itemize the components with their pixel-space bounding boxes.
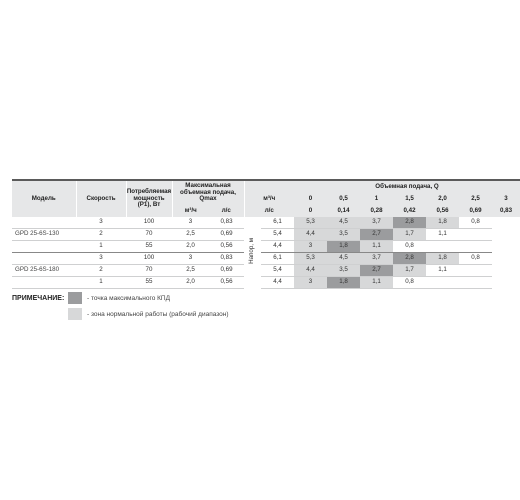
head-value-cell: 0,8 <box>393 277 426 289</box>
head-value-cell: 5,4 <box>261 229 294 241</box>
head-value-cell: 1,1 <box>426 265 459 277</box>
power-cell: 100 <box>126 217 172 229</box>
flow-m3h-cell: 1,5 <box>393 193 426 205</box>
head-value-cell: 6,1 <box>261 217 294 229</box>
head-value-cell: 4,4 <box>294 229 327 241</box>
head-value-cell: 0,8 <box>459 217 492 229</box>
flow-ls-cell: 0,42 <box>393 205 426 217</box>
head-value-cell: 1,1 <box>360 277 393 289</box>
head-value-cell: 3,5 <box>327 229 360 241</box>
qmax-ls-cell: 0,69 <box>209 265 244 277</box>
head-value-cell: 3 <box>294 277 327 289</box>
head-value-cell: 4,4 <box>261 277 294 289</box>
flow-ls-cell: 0,83 <box>492 205 520 217</box>
flow-m3h-cell: 3 <box>492 193 520 205</box>
head-label: Напор, м <box>248 238 256 265</box>
header-speed: Скорость <box>76 180 126 217</box>
table-row <box>12 217 520 229</box>
flow-ls-cell: 0 <box>294 205 327 217</box>
qmax-m3h-cell: 2,5 <box>172 229 209 241</box>
flow-m3h-cell: 2,0 <box>426 193 459 205</box>
table-body <box>12 217 520 289</box>
qmax-ls-cell: 0,83 <box>209 253 244 265</box>
head-value-cell: 4,4 <box>261 241 294 253</box>
pump-spec-table <box>12 179 520 289</box>
head-value-cell: 3,7 <box>360 253 393 265</box>
flow-m3h-cell: 0,5 <box>327 193 360 205</box>
speed-cell: 1 <box>76 277 126 289</box>
power-cell: 70 <box>126 229 172 241</box>
model-cell <box>12 241 76 253</box>
flow-ls-cell: 0,14 <box>327 205 360 217</box>
head-value-cell: 5,4 <box>261 265 294 277</box>
head-value-cell <box>459 229 492 241</box>
speed-cell: 1 <box>76 241 126 253</box>
qmax-ls-cell: 0,83 <box>209 217 244 229</box>
power-cell: 55 <box>126 277 172 289</box>
max-efficiency-label: - точка максимального КПД <box>87 295 170 302</box>
model-cell <box>12 277 76 289</box>
head-value-cell: 1,8 <box>327 277 360 289</box>
normal-zone-swatch <box>68 308 82 320</box>
head-value-cell: 4,5 <box>327 253 360 265</box>
model-cell <box>12 217 76 229</box>
head-value-cell: 3 <box>294 241 327 253</box>
head-value-cell: 2,8 <box>393 217 426 229</box>
header-flow: Объемная подача, Q <box>294 180 520 193</box>
head-value-cell <box>459 265 492 277</box>
table-row <box>12 265 520 277</box>
head-value-cell: 2,8 <box>393 253 426 265</box>
table-row <box>12 277 520 289</box>
model-cell: GPD 25-6S-130 <box>12 229 76 241</box>
head-value-cell <box>426 277 459 289</box>
header-power: Потребляемая мощность (P1), Вт <box>126 180 172 217</box>
head-value-cell: 0,8 <box>459 253 492 265</box>
qmax-m3h-cell: 3 <box>172 253 209 265</box>
max-efficiency-swatch <box>68 292 82 304</box>
header-qmax: Максимальная объемная подача, Qmax <box>172 180 244 205</box>
qmax-ls-cell: 0,56 <box>209 277 244 289</box>
speed-cell: 2 <box>76 265 126 277</box>
header-row-1 <box>12 180 520 193</box>
head-value-cell: 1,1 <box>360 241 393 253</box>
flow-unit-m3h: м³/ч <box>244 193 294 205</box>
head-value-cell: 5,3 <box>294 253 327 265</box>
qmax-m3h-cell: 2,0 <box>172 241 209 253</box>
head-value-cell: 4,5 <box>327 217 360 229</box>
flow-ls-cell: 0,56 <box>426 205 459 217</box>
flow-ls-cell: 0,69 <box>459 205 492 217</box>
head-value-cell: 1,7 <box>393 265 426 277</box>
head-value-cell: 2,7 <box>360 265 393 277</box>
power-cell: 100 <box>126 253 172 265</box>
header-model: Модель <box>12 180 76 217</box>
head-value-cell: 2,7 <box>360 229 393 241</box>
speed-cell: 2 <box>76 229 126 241</box>
qmax-m3h-cell: 2,0 <box>172 277 209 289</box>
head-value-cell: 4,4 <box>294 265 327 277</box>
head-value-cell: 5,3 <box>294 217 327 229</box>
head-value-cell: 0,8 <box>393 241 426 253</box>
head-value-cell: 3,7 <box>360 217 393 229</box>
header-flow-empty <box>244 180 294 193</box>
head-value-cell <box>459 241 492 253</box>
head-value-cell: 1,8 <box>426 217 459 229</box>
head-value-cell: 6,1 <box>261 253 294 265</box>
qmax-ls-cell: 0,56 <box>209 241 244 253</box>
note-title: ПРИМЕЧАНИЕ: <box>12 295 65 302</box>
speed-cell: 3 <box>76 217 126 229</box>
power-cell: 55 <box>126 241 172 253</box>
head-value-cell: 1,7 <box>393 229 426 241</box>
qmax-m3h-cell: 3 <box>172 217 209 229</box>
qmax-m3h-cell: 2,5 <box>172 265 209 277</box>
head-value-cell: 1,8 <box>327 241 360 253</box>
flow-m3h-cell: 0 <box>294 193 327 205</box>
normal-zone-label: - зона нормальной работы (рабочий диапазон) <box>87 311 229 318</box>
head-value-cell <box>426 241 459 253</box>
flow-ls-cell: 0,28 <box>360 205 393 217</box>
qmax-ls-cell: 0,69 <box>209 229 244 241</box>
model-cell: GPD 25-6S-180 <box>12 265 76 277</box>
head-value-cell: 1,1 <box>426 229 459 241</box>
qmax-unit-ls: л/с <box>209 205 244 217</box>
table-row <box>12 229 520 241</box>
head-value-cell <box>459 277 492 289</box>
flow-unit-ls: л/с <box>244 205 294 217</box>
qmax-unit-m3h: м³/ч <box>172 205 209 217</box>
flow-m3h-cell: 2,5 <box>459 193 492 205</box>
flow-m3h-cell: 1 <box>360 193 393 205</box>
head-value-cell: 1,8 <box>426 253 459 265</box>
head-label-cell <box>244 217 261 289</box>
speed-cell: 3 <box>76 253 126 265</box>
head-value-cell: 3,5 <box>327 265 360 277</box>
table-row <box>12 241 520 253</box>
table-row <box>12 253 520 265</box>
power-cell: 70 <box>126 265 172 277</box>
model-cell <box>12 253 76 265</box>
